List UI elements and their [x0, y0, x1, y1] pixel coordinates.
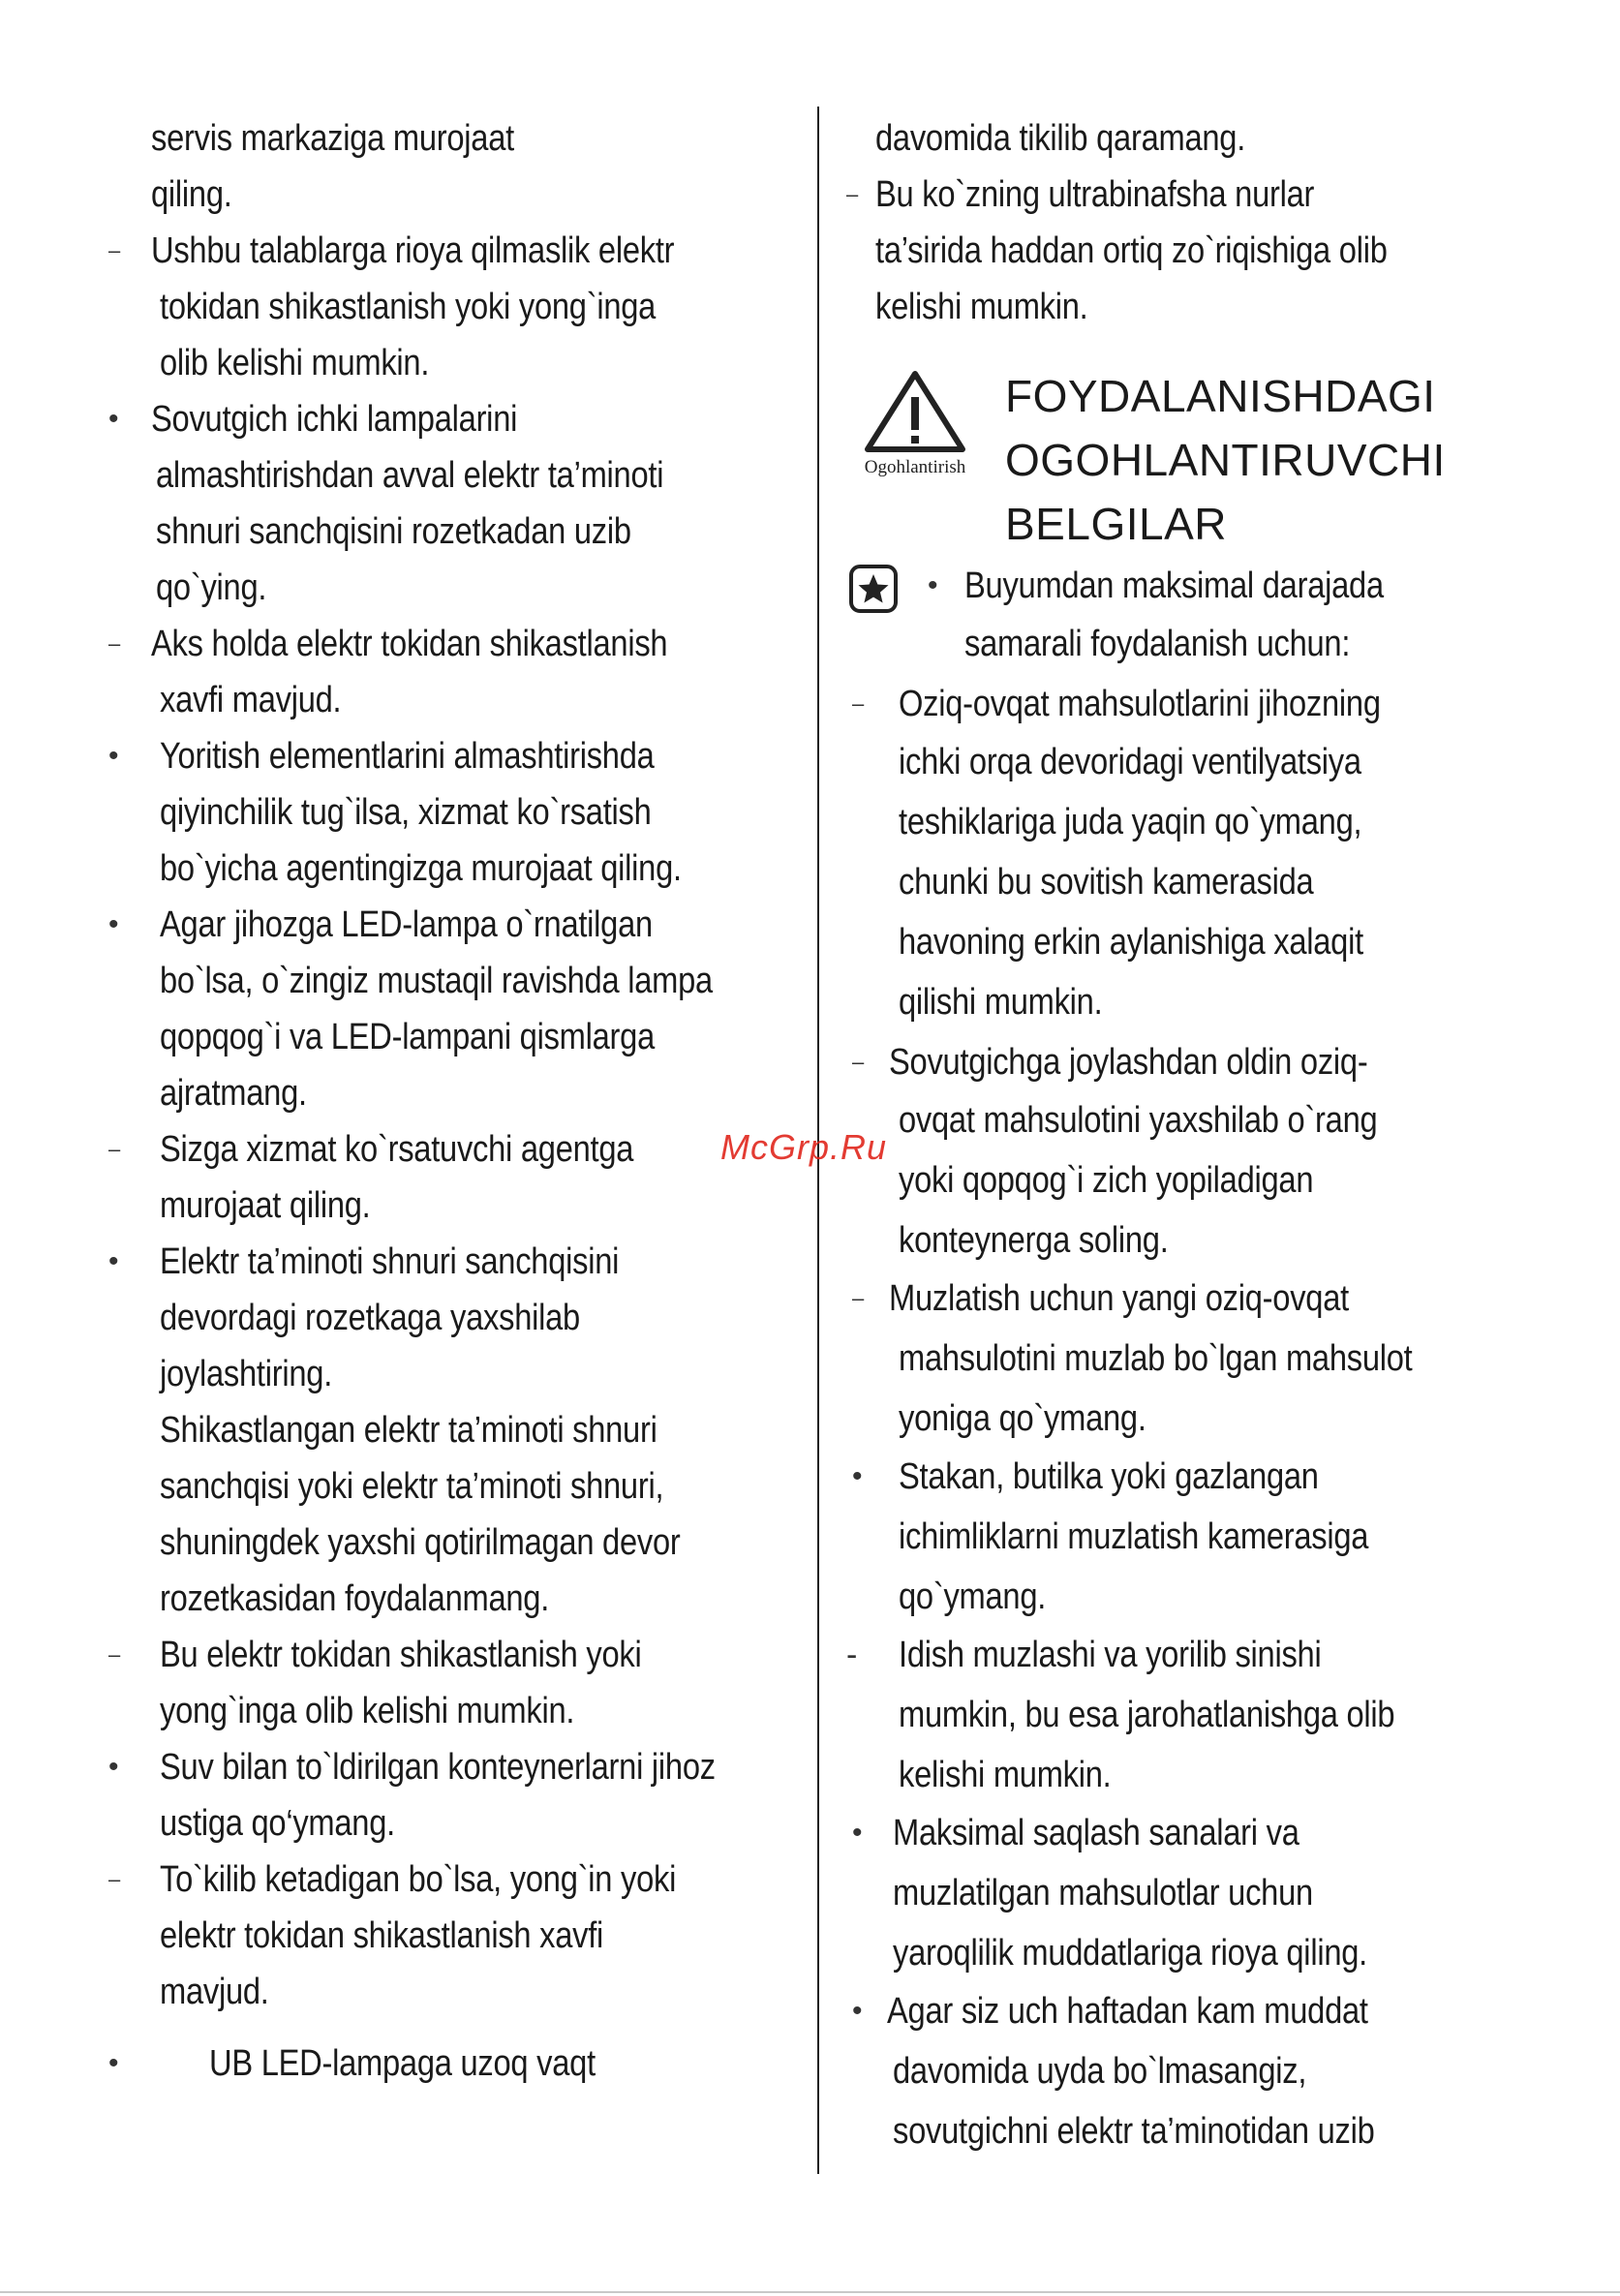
left-text-line: shnuri sanchqisini rozetkadan uzib — [156, 511, 631, 552]
right-text-line: yoki qopqog`i zich yopiladigan — [899, 1160, 1314, 1201]
right-text-line: mahsulotini muzlab bo`lgan mahsulot — [899, 1338, 1413, 1379]
left-text-line: sanchqisi yoki elektr ta’minoti shnuri, — [160, 1466, 664, 1507]
left-text-line: qopqog`i va LED-lampani qismlarga — [160, 1017, 656, 1057]
right-text-line: qilishi mumkin. — [899, 982, 1103, 1023]
left-text-line: servis markaziga murojaat — [151, 118, 514, 159]
right-text-marker: – — [852, 1050, 865, 1074]
watermark: McGrp.Ru — [720, 1127, 888, 1167]
left-text-line: joylashtiring. — [160, 1354, 333, 1394]
star-icon — [848, 564, 899, 614]
left-text-line: ajratmang. — [160, 1073, 307, 1114]
right-text-line: mumkin, bu esa jarohatlanishga olib — [899, 1695, 1395, 1735]
right-text-line: Agar siz uch haftadan kam muddat — [887, 1991, 1368, 2032]
right-text-marker: • — [852, 1460, 863, 1492]
right-text-line: Idish muzlashi va yorilib sinishi — [899, 1635, 1322, 1675]
left-text-line: Yoritish elementlarini almashtirishda — [160, 736, 655, 777]
right-text-line: ichki orqa devoridagi ventilyatsiya — [899, 742, 1361, 782]
right-text-marker: • — [852, 1995, 863, 2027]
right-text-line: ichimliklarni muzlatish kamerasiga — [899, 1516, 1369, 1557]
right-text-line: Bu ko`zning ultrabinafsha nurlar — [875, 174, 1315, 215]
left-text-line: bo`lsa, o`zingiz mustaqil ravishda lampa — [160, 961, 713, 1001]
right-text-marker: - — [846, 1637, 858, 1673]
right-text-line: sovutgichni elektr ta’minotidan uzib — [893, 2111, 1375, 2152]
section-heading-line-3: BELGILAR — [1005, 499, 1227, 549]
left-text-line: shuningdek yaxshi qotirilmagan devor — [160, 1522, 681, 1563]
right-text-marker: – — [852, 1286, 865, 1310]
right-text-line: kelishi mumkin. — [875, 287, 1088, 327]
right-text-marker: – — [852, 691, 865, 716]
right-text-line: Buyumdan maksimal darajada — [964, 566, 1384, 606]
left-text-line: Shikastlangan elektr ta’minoti shnuri — [160, 1410, 657, 1451]
left-text-marker: • — [108, 2047, 119, 2079]
right-text-line: Muzlatish uchun yangi oziq-ovqat — [889, 1278, 1349, 1319]
left-text-line: Elektr ta’minoti shnuri sanchqisini — [160, 1241, 620, 1282]
left-text-line: qiyinchilik tug`ilsa, xizmat ko`rsatish — [160, 792, 652, 833]
right-text-line: davomida tikilib qaramang. — [875, 118, 1246, 159]
left-text-line: qiling. — [151, 174, 232, 215]
left-text-marker: • — [108, 740, 119, 772]
left-text-marker: • — [108, 1245, 119, 1277]
right-text-line: ovqat mahsulotini yaxshilab o`rang — [899, 1100, 1378, 1141]
right-text-marker: • — [928, 569, 938, 601]
left-text-line: Sizga xizmat ko`rsatuvchi agentga — [160, 1129, 634, 1170]
left-text-marker: – — [108, 238, 121, 262]
left-text-marker: – — [108, 1137, 121, 1161]
right-text-line: Stakan, butilka yoki gazlangan — [899, 1456, 1319, 1497]
right-text-line: muzlatilgan mahsulotlar uchun — [893, 1873, 1313, 1913]
left-text-marker: – — [108, 1642, 121, 1667]
right-text-line: teshiklariga juda yaqin qo`ymang, — [899, 802, 1362, 842]
left-text-line: Agar jihozga LED-lampa o`rnatilgan — [160, 904, 653, 945]
left-text-line: Ushbu talablarga rioya qilmaslik elektr — [151, 230, 675, 271]
right-text-line: yaroqlilik muddatlariga rioya qiling. — [893, 1933, 1367, 1974]
right-text-line: chunki bu sovitish kamerasida — [899, 862, 1314, 903]
right-text-marker: • — [852, 1817, 863, 1849]
right-text-line: kelishi mumkin. — [899, 1755, 1112, 1795]
left-text-marker: – — [108, 631, 121, 656]
left-text-line: elektr tokidan shikastlanish xavfi — [160, 1915, 604, 1956]
left-text-line: xavfi mavjud. — [160, 680, 342, 720]
right-text-line: havoning erkin aylanishiga xalaqit — [899, 922, 1363, 963]
right-text-line: Oziq-ovqat mahsulotlarini jihozning — [899, 684, 1381, 724]
left-text-line: UB LED-lampaga uzoq vaqt — [209, 2043, 596, 2084]
warning-triangle-icon — [862, 368, 968, 455]
right-text-line: konteynerga soling. — [899, 1220, 1169, 1261]
left-text-line: To`kilib ketadigan bo`lsa, yong`in yoki — [160, 1859, 677, 1900]
left-text-line: murojaat qiling. — [160, 1185, 371, 1226]
left-text-marker: • — [108, 1751, 119, 1783]
left-text-line: mavjud. — [160, 1972, 269, 2012]
section-heading-line-2: OGOHLANTIRUVCHI — [1005, 435, 1446, 485]
section-heading-line-1: FOYDALANISHDAGI — [1005, 371, 1436, 421]
warning-caption: Ogohlantirish — [864, 457, 966, 477]
left-text-line: Suv bilan to`ldirilgan konteynerlarni jihoz — [160, 1747, 716, 1788]
right-text-line: davomida uyda bo`lmasangiz, — [893, 2051, 1307, 2092]
left-text-line: Aks holda elektr tokidan shikastlanish — [151, 624, 668, 664]
left-text-marker: – — [108, 1867, 121, 1891]
footer-rule — [0, 2291, 1620, 2293]
left-text-line: ustiga qo‘ymang. — [160, 1803, 395, 1844]
left-text-line: devordagi rozetkaga yaxshilab — [160, 1298, 580, 1338]
left-text-marker: • — [108, 908, 119, 940]
right-text-line: Maksimal saqlash sanalari va — [893, 1813, 1299, 1853]
warning-sign — [842, 368, 988, 489]
right-text-line: yoniga qo`ymang. — [899, 1398, 1146, 1439]
left-text-line: qo`ying. — [156, 567, 267, 608]
right-text-line: Sovutgichga joylashdan oldin oziq- — [889, 1042, 1368, 1083]
right-text-line: samarali foydalanish uchun: — [964, 624, 1351, 664]
left-text-line: bo`yicha agentingizga murojaat qiling. — [160, 848, 682, 889]
left-text-line: olib kelishi mumkin. — [160, 343, 430, 383]
right-text-marker: – — [846, 182, 859, 206]
left-text-line: rozetkasidan foydalanmang. — [160, 1578, 550, 1619]
left-text-marker: • — [108, 403, 119, 435]
right-text-line: qo`ymang. — [899, 1577, 1047, 1617]
left-text-line: tokidan shikastlanish yoki yong`inga — [160, 287, 657, 327]
right-text-line: ta’sirida haddan ortiq zo`riqishiga olib — [875, 230, 1388, 271]
left-text-line: Bu elektr tokidan shikastlanish yoki — [160, 1635, 642, 1675]
left-text-line: yong`inga olib kelishi mumkin. — [160, 1691, 575, 1731]
left-text-line: almashtirishdan avval elektr ta’minoti — [156, 455, 664, 496]
left-text-line: Sovutgich ichki lampalarini — [151, 399, 518, 440]
